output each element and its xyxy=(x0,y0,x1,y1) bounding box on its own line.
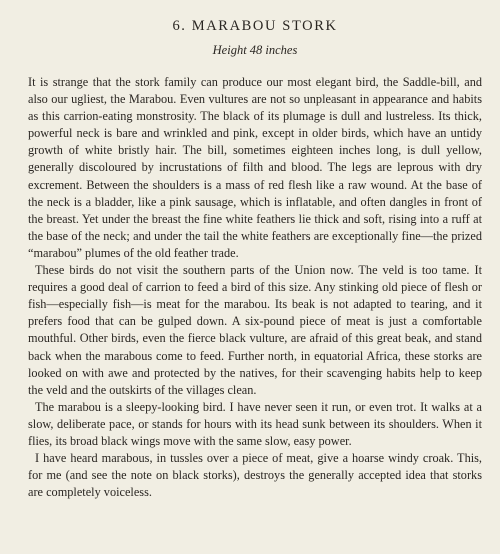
paragraph-behaviour: The marabou is a sleepy-looking bird. I have never seen it run, or even trot. It walks at a slow, deliberate pace, or stands for hours with its head sunk between its shoulders. When it flies, its broad black wings move with the same slow, easy power. xyxy=(28,399,482,448)
page-title: 6. MARABOU STORK xyxy=(172,18,338,34)
paragraph-range-and-feeding: These birds do not visit the southern parts of the Union now. The veld is too tame. It requires a good deal of carrion to feed a bird of this size. Any stinking old piece of flesh or fish—especially fish—is meat for the marabou. Its beak is not adapted to tearing, and it prefers food that can be gulped down. A six-pound piece of meat is just a comfortable mouthful. Other birds, even the fierce black vulture, are afraid of this great beak, and stand back when the marabous come to feed. Further north, in equatorial Africa, these storks are looked on with awe and protected by the natives, for their scavenging habits help to keep the veld and the outskirts of the villages clean. xyxy=(28,263,482,397)
paragraph-voice: I have heard marabous, in tussles over a piece of meat, give a hoarse windy croak. This, for me (and see the note on black storks), destroys the generally accepted idea that storks are completely voiceless. xyxy=(28,451,482,500)
paragraph-appearance: It is strange that the stork family can produce our most elegant bird, the Saddle-bill, and also our ugliest, the Marabou. Even vultures are not so unpleasant in appearance and habits as this carrion-eating monstrosity. The black of its plumage is dull and lustreless. Its thick, powerful neck is bare and wrinkled and pink, except in older birds, which have an untidy growth of white bristly hair. The bill, sometimes eighteen inches long, is dull yellow, generally discoloured by incrustations of filth and blood. The legs are leprous with dry excrement. Between the shoulders is a mass of red flesh like a raw wound. At the base of the neck is a bladder, like a pink sausage, which is inflatable, and often dangles in front of the breast. Yet under the breast the fine white feathers lie thick and soft, rising into a ruff at the base of the neck; and under the tail the white feathers are exceptionally fine—the prized “marabou” plumes of the old feather trade. xyxy=(28,75,482,260)
height-subtitle: Height 48 inches xyxy=(212,43,298,57)
